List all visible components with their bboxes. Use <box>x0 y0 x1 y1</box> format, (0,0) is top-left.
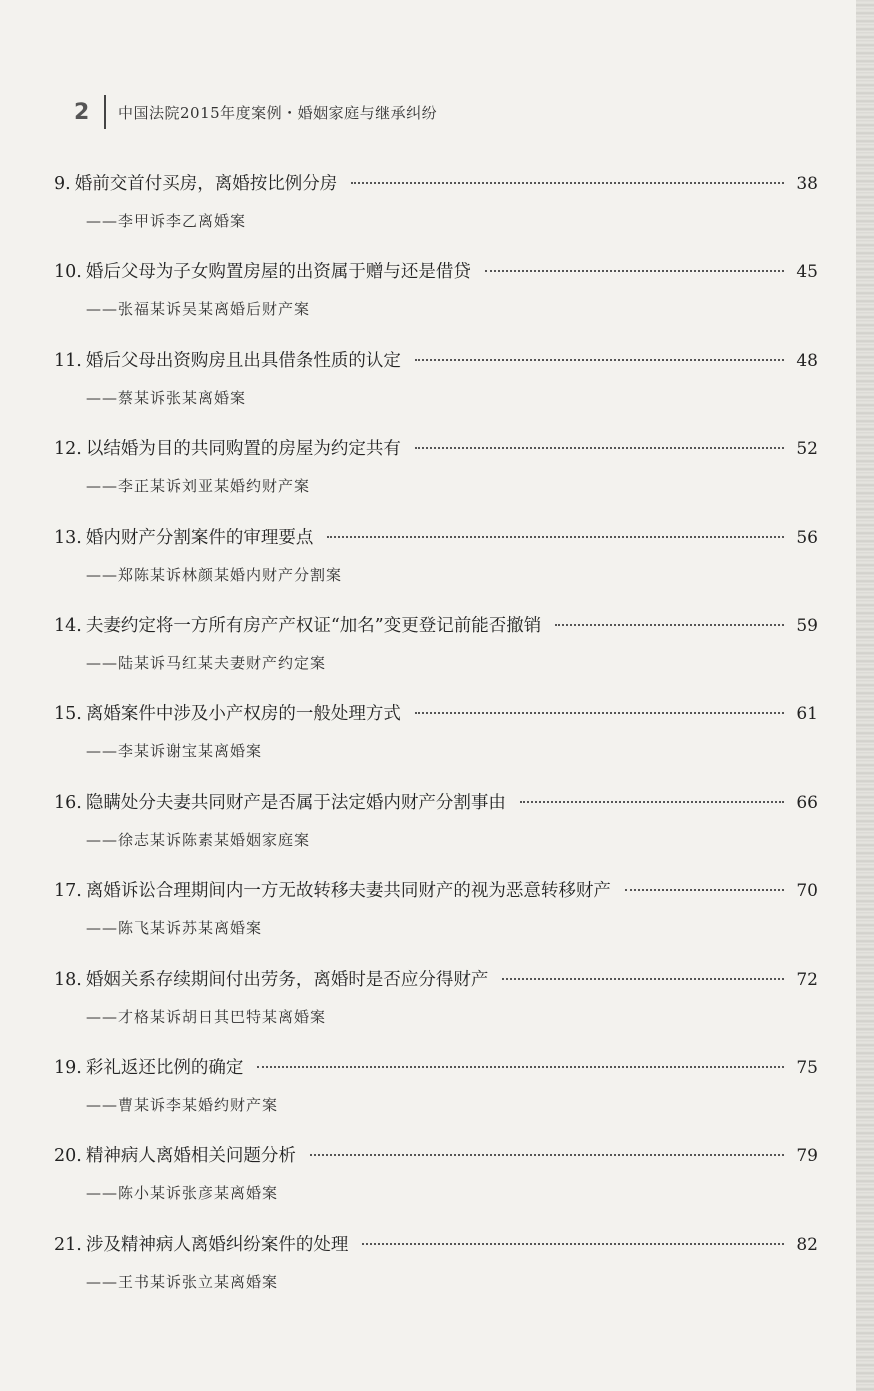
dot-leader <box>415 712 784 714</box>
entry-case-name: ——徐志某诉陈素某婚姻家庭案 <box>86 830 311 849</box>
dot-leader <box>327 536 784 538</box>
dot-leader <box>362 1243 784 1245</box>
entry-case-name: ——王书某诉张立某离婚案 <box>86 1272 279 1291</box>
entry-page: 79 <box>796 1146 818 1167</box>
entry-page: 38 <box>796 174 818 194</box>
entry-page: 70 <box>796 881 818 902</box>
entry-page: 66 <box>796 792 818 813</box>
table-of-contents <box>54 170 818 1319</box>
entry-case-name: ——李某诉谢宝某离婚案 <box>86 742 263 761</box>
entry-case-name: ——陈飞某诉苏某离婚案 <box>86 919 263 938</box>
dot-leader <box>351 182 784 184</box>
entry-number: 13. <box>54 527 82 548</box>
entry-case-name: ——陆某诉马红某夫妻财产约定案 <box>86 653 327 672</box>
dot-leader <box>520 801 784 803</box>
dot-leader <box>415 447 784 449</box>
toc-entry-10[interactable] <box>54 258 818 346</box>
entry-case-name: ——李正某诉刘亚某婚约财产案 <box>86 477 311 496</box>
dot-leader <box>257 1066 784 1068</box>
entry-number: 18. <box>54 969 82 990</box>
entry-title: 精神病人离婚相关问题分析 <box>85 1146 296 1167</box>
entry-number: 9. <box>54 174 71 194</box>
entry-title: 离婚诉讼合理期间内一方无故转移夫妻共同财产的视为恶意转移财产 <box>85 881 611 902</box>
entry-page: 52 <box>796 439 818 460</box>
toc-entry-11[interactable] <box>54 347 818 435</box>
page-number: 2 <box>74 99 90 125</box>
entry-page: 75 <box>796 1057 818 1078</box>
entry-page: 56 <box>796 527 818 548</box>
entry-title: 婚姻关系存续期间付出劳务，离婚时是否应分得财产 <box>85 969 489 990</box>
entry-page: 61 <box>796 704 818 725</box>
dot-leader <box>310 1154 784 1156</box>
entry-case-name: ——郑陈某诉林颜某婚内财产分割案 <box>86 565 343 584</box>
entry-page: 59 <box>796 615 818 636</box>
toc-entry-9[interactable] <box>54 170 818 258</box>
entry-number: 10. <box>54 262 82 283</box>
header-divider <box>104 95 106 129</box>
running-header <box>74 92 437 132</box>
dot-leader <box>625 889 784 891</box>
entry-number: 14. <box>54 615 82 636</box>
toc-entry-12[interactable] <box>54 435 818 523</box>
book-title: 中国法院2015年度案例・婚姻家庭与继承纠纷 <box>118 103 438 122</box>
entry-number: 15. <box>54 704 82 725</box>
entry-title: 婚后父母为子女购置房屋的出资属于赠与还是借贷 <box>85 262 471 283</box>
entry-title: 以结婚为目的共同购置的房屋为约定共有 <box>85 439 401 460</box>
entry-page: 82 <box>796 1234 818 1255</box>
entry-case-name: ——曹某诉李某婚约财产案 <box>86 1095 279 1114</box>
entry-number: 17. <box>54 881 82 902</box>
entry-case-name: ——张福某诉吴某离婚后财产案 <box>86 300 311 319</box>
entry-page: 72 <box>796 969 818 990</box>
entry-title: 彩礼返还比例的确定 <box>85 1057 244 1078</box>
entry-case-name: ——李甲诉李乙离婚案 <box>86 212 247 230</box>
entry-number: 11. <box>54 350 82 371</box>
toc-entry-20[interactable] <box>54 1142 818 1230</box>
dot-leader <box>485 270 784 272</box>
entry-title: 婚内财产分割案件的审理要点 <box>85 527 314 548</box>
entry-case-name: ——陈小某诉张彦某离婚案 <box>86 1184 279 1203</box>
toc-entry-18[interactable] <box>54 966 818 1054</box>
entry-number: 21. <box>54 1234 82 1255</box>
entry-title: 隐瞒处分夫妻共同财产是否属于法定婚内财产分割事由 <box>85 792 506 813</box>
toc-entry-19[interactable] <box>54 1054 818 1142</box>
dot-leader <box>502 978 784 980</box>
entry-page: 45 <box>796 262 818 283</box>
toc-entry-21[interactable] <box>54 1231 818 1319</box>
entry-title: 婚前交首付买房，离婚按比例分房 <box>74 174 338 194</box>
entry-number: 20. <box>54 1146 82 1167</box>
entry-case-name: ——才格某诉胡日其巴特某离婚案 <box>86 1007 327 1026</box>
entry-number: 16. <box>54 792 82 813</box>
entry-page: 48 <box>796 350 818 371</box>
entry-title: 离婚案件中涉及小产权房的一般处理方式 <box>85 704 401 725</box>
entry-title: 婚后父母出资购房且出具借条性质的认定 <box>85 350 401 371</box>
toc-entry-14[interactable] <box>54 612 818 700</box>
entry-number: 12. <box>54 439 82 460</box>
toc-entry-16[interactable] <box>54 789 818 877</box>
toc-entry-13[interactable] <box>54 524 818 612</box>
toc-entry-15[interactable] <box>54 700 818 788</box>
dot-leader <box>555 624 784 626</box>
toc-entry-17[interactable] <box>54 877 818 965</box>
entry-title: 夫妻约定将一方所有房产产权证“加名”变更登记前能否撤销 <box>85 615 542 636</box>
dot-leader <box>415 359 784 361</box>
entry-case-name: ——蔡某诉张某离婚案 <box>86 388 247 407</box>
page-edge <box>856 0 874 1391</box>
entry-title: 涉及精神病人离婚纠纷案件的处理 <box>85 1234 349 1255</box>
entry-number: 19. <box>54 1057 82 1078</box>
